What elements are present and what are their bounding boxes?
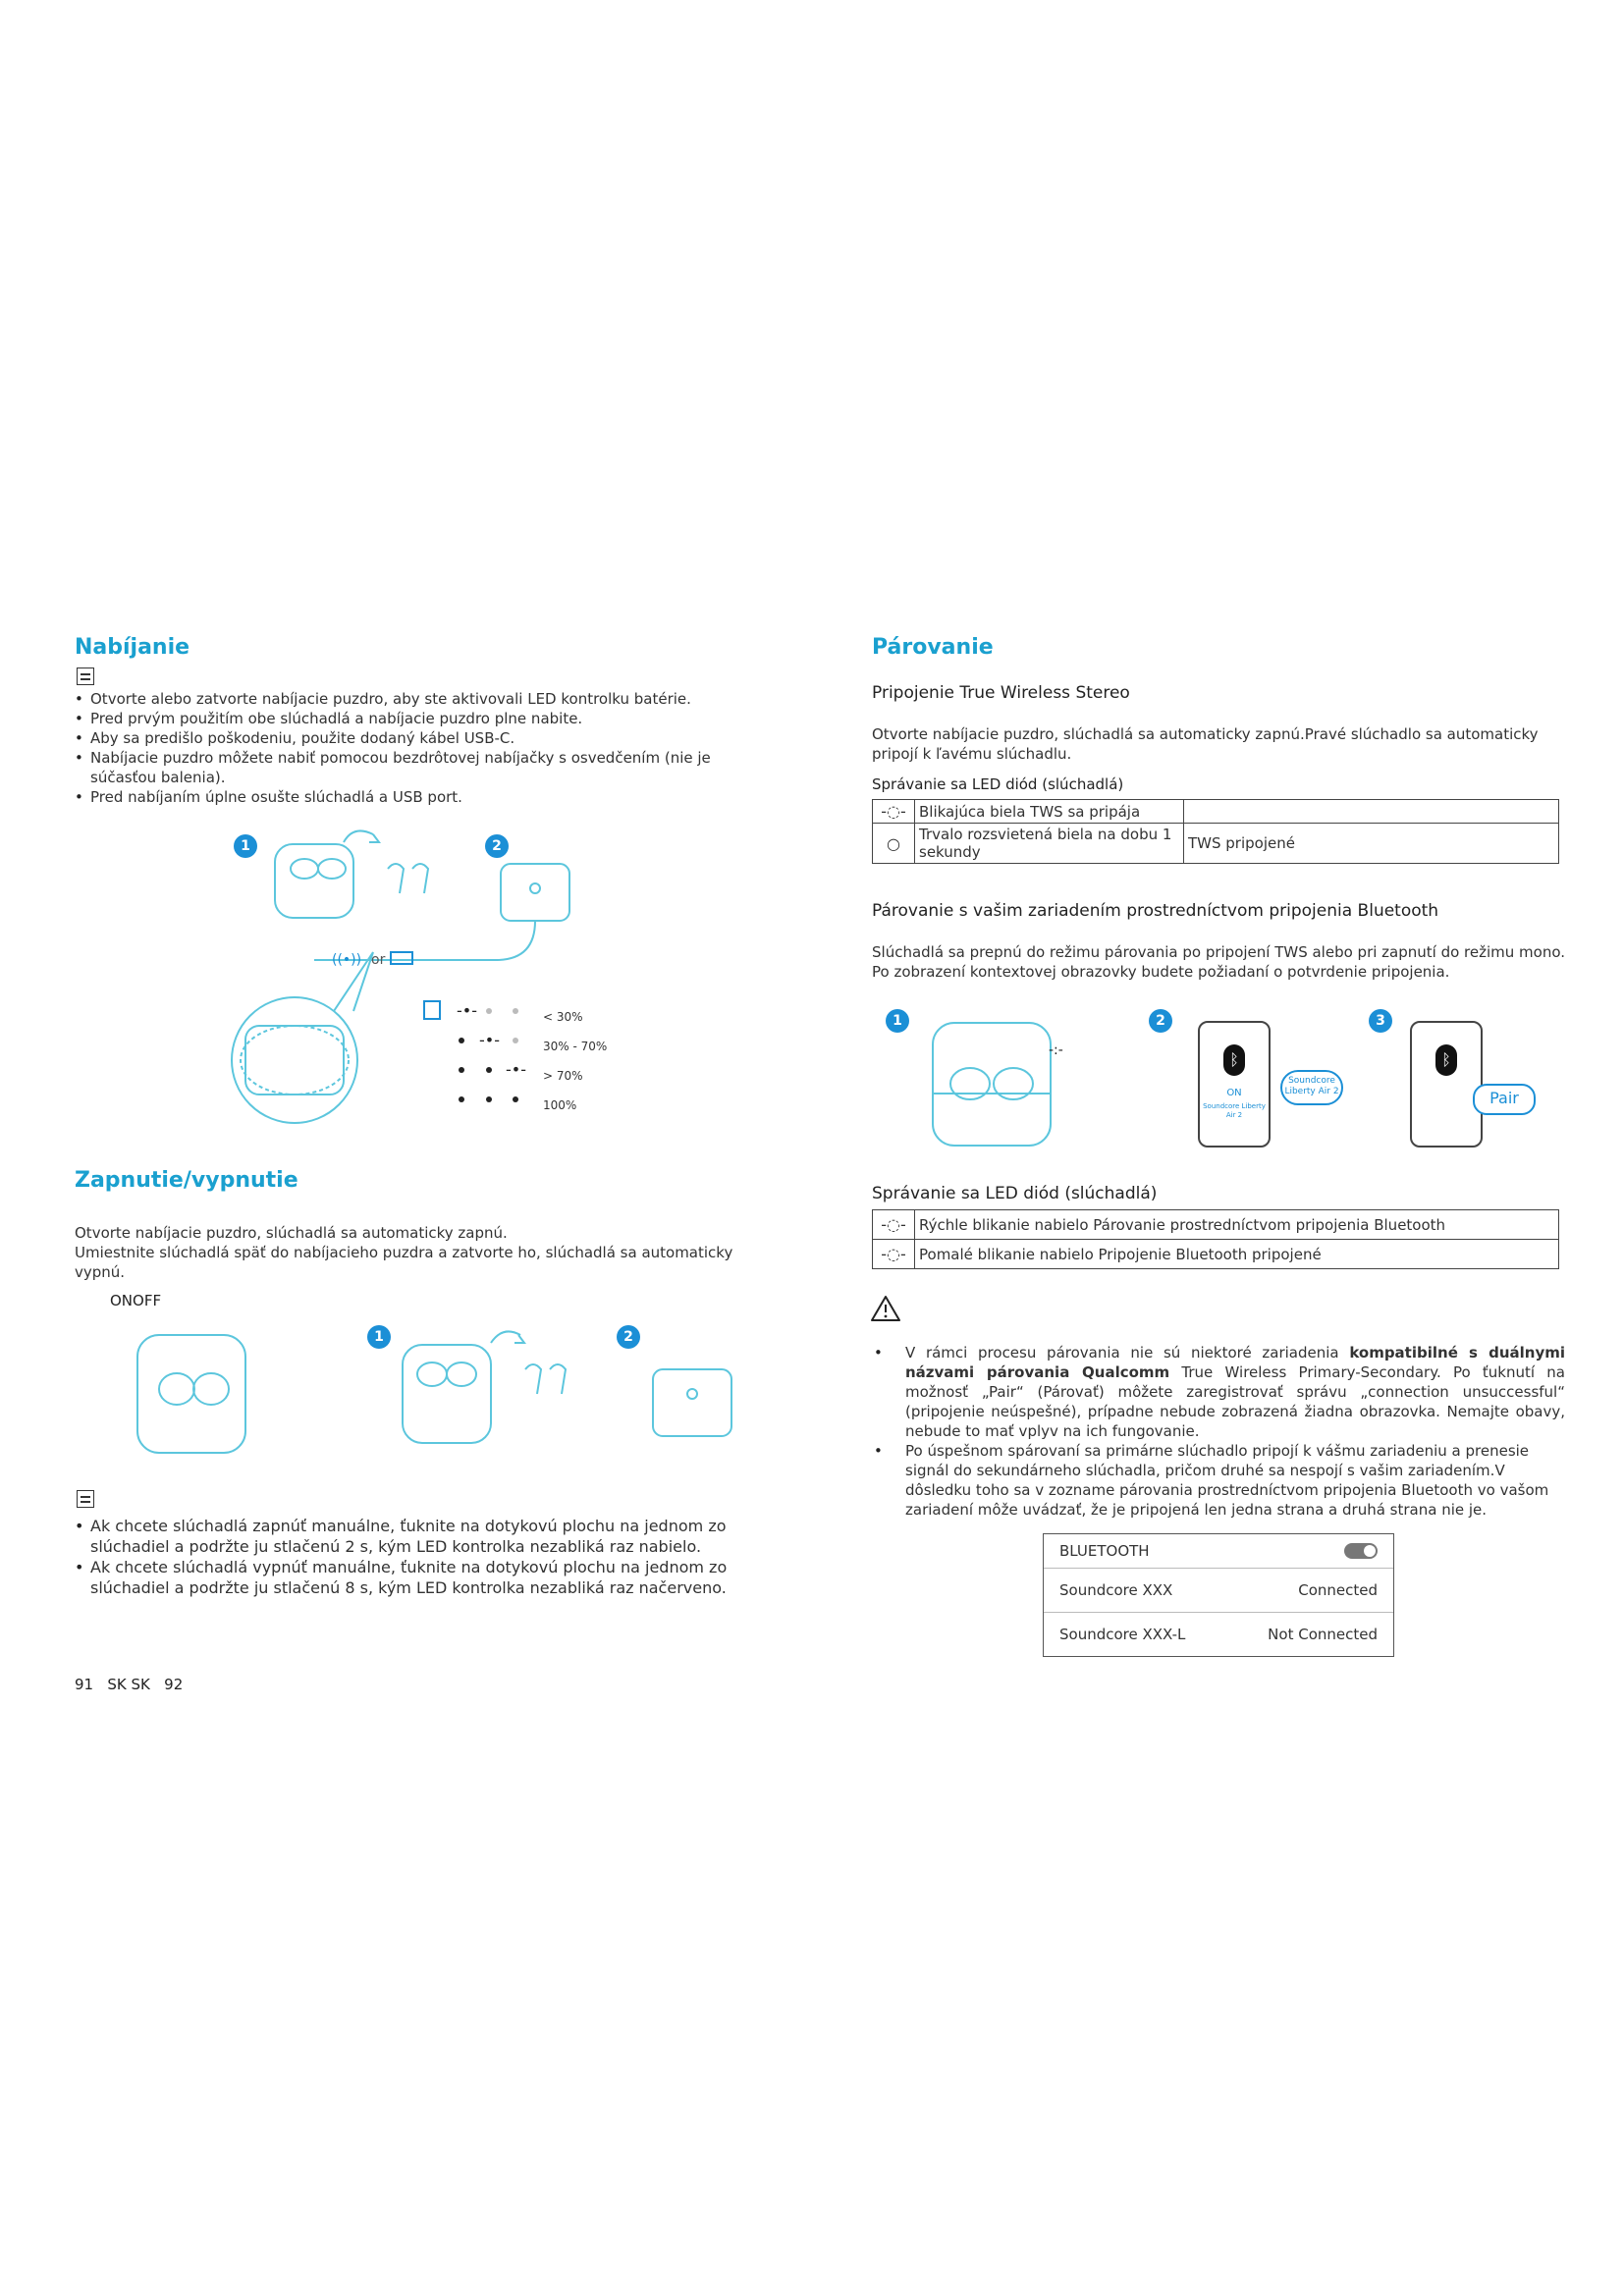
level-label: 30% - 70% (543, 1040, 608, 1053)
step-badge: 2 (617, 1325, 640, 1349)
led-table (872, 1209, 1559, 1269)
toggle-knob (1364, 1545, 1376, 1557)
case-illustration (923, 1015, 1070, 1152)
led-steady-icon: ○ (873, 824, 915, 864)
svg-text:-•-: -•- (506, 1060, 526, 1079)
device-popup[interactable]: Soundcore Liberty Air 2 (1280, 1070, 1343, 1105)
phone-screen (1410, 1021, 1483, 1148)
level-label: < 30% (543, 1010, 583, 1024)
table-row (873, 1240, 1559, 1269)
step-badge: 2 (1149, 1009, 1172, 1033)
list-item: • Aby sa predišlo poškodeniu, použite dodaný kábel USB-C. (73, 728, 740, 748)
led-table (872, 799, 1559, 864)
table-cell: Rýchle blikanie nabielo Párovanie prostredníctvom pripojenia Bluetooth (915, 1210, 1559, 1240)
tws-text: Otvorte nabíjacie puzdro, slúchadlá sa automaticky zapnú.Pravé slúchadlo sa automaticky pripojí k ľavému slúchadlu. (872, 725, 1539, 763)
bluetooth-panel (1043, 1533, 1394, 1657)
device-name: Soundcore XXX (1059, 1581, 1173, 1599)
step-badge: 3 (1369, 1009, 1392, 1033)
list-item (872, 1343, 1565, 1441)
power-bullets (73, 1516, 740, 1598)
bluetooth-header (1044, 1534, 1393, 1569)
bluetooth-icon: ᛒ (1223, 1044, 1245, 1076)
bluetooth-header-label: BLUETOOTH (1059, 1542, 1150, 1560)
device-status: Connected (1298, 1581, 1378, 1599)
tws-heading: Pripojenie True Wireless Stereo (872, 683, 1130, 703)
bluetooth-icon: ᛒ (1435, 1044, 1457, 1076)
step-badge: 1 (886, 1009, 909, 1033)
device-row[interactable] (1044, 1613, 1393, 1656)
level-label: 100% (543, 1098, 577, 1112)
led-heading: Správanie sa LED diód (slúchadlá) (872, 1184, 1158, 1203)
power-title: Zapnutie/vypnutie (75, 1168, 298, 1193)
charging-bullets (73, 689, 740, 807)
table-cell: TWS pripojené (1184, 824, 1559, 864)
led-blink-icon: -◌- (873, 1210, 915, 1240)
led-blink-icon: -◌- (873, 1240, 915, 1269)
bt-heading: Párovanie s vašim zariadením prostredníctvom pripojenia Bluetooth (872, 901, 1439, 921)
svg-text:-:-: -:- (1049, 1042, 1063, 1058)
list-item: • Pred prvým použitím obe slúchadlá a nabíjacie puzdro plne nabite. (73, 709, 740, 728)
pair-button[interactable]: Pair (1473, 1084, 1536, 1115)
table-cell: Blikajúca biela TWS sa pripája (915, 800, 1184, 824)
warning-bold: kompatibilné s duálnymi názvami párovania Qualcomm (905, 1344, 1565, 1381)
device-name: Soundcore XXX-L (1059, 1626, 1186, 1643)
step-badge: 1 (234, 834, 257, 858)
warning-bullets (872, 1343, 1565, 1520)
svg-text:-•-: -•- (479, 1031, 500, 1049)
list-item: • Ak chcete slúchadlá vypnúť manuálne, ťuknite na dotykovú plochu na jednom zo slúchadiel a podržte ju stlačenú 8 s, kým LED kontrolka nezabliká raz načerveno. (73, 1557, 740, 1598)
list-item: • Ak chcete slúchadlá zapnúť manuálne, ťuknite na dotykovú plochu na jednom zo slúchadiel a podržte ju stlačenú 2 s, kým LED kontrolka nezabliká raz nabielo. (73, 1516, 740, 1557)
charging-title: Nabíjanie (75, 635, 190, 660)
led-heading: Správanie sa LED diód (slúchadlá) (872, 775, 1124, 793)
warning-text: True Wireless Primary-Secondary. Po ťuknutí na možnosť „Pair“ (Párovať) môžete zaregistrovať správu „connection unsuccessful“ (pripojenie neúspešné), prípadne nebude zobrazená žiadna obrazovka. Nemajte obavy, nebude to mať vplyv na ich fungovanie. (905, 1363, 1566, 1440)
note-icon (77, 1490, 94, 1508)
table-cell (1184, 800, 1559, 824)
level-label: > 70% (543, 1069, 583, 1083)
power-line: Umiestnite slúchadlá späť do nabíjacieho puzdra a zatvorte ho, slúchadlá sa automaticky vypnú. (75, 1244, 733, 1281)
power-line: Otvorte nabíjacie puzdro, slúchadlá sa automaticky zapnú. (75, 1224, 508, 1242)
table-row (873, 800, 1559, 824)
power-illustration (128, 1325, 736, 1472)
led-blink-icon: -◌- (873, 800, 915, 824)
warning-text: V rámci procesu párovania nie sú niektoré zariadenia (905, 1344, 1350, 1362)
list-item: • Nabíjacie puzdro môžete nabiť pomocou bezdrôtovej nabíjačky s osvedčením (nie je súčasťou balenia). (73, 748, 740, 787)
list-item: • Otvorte alebo zatvorte nabíjacie puzdro, aby ste aktivovali LED kontrolku batérie. (73, 689, 740, 709)
table-cell: Trvalo rozsvietená biela na dobu 1 sekundy (915, 824, 1184, 864)
list-item: • Po úspešnom spárovaní sa primárne slúchadlo pripojí k vášmu zariadeniu a prenesie signál do sekundárneho slúchadla, pričom druhé sa nespojí s vašim zariadením.V dôsledku toho sa v zozname párovania prostredníctvom pripojenia Bluetooth vo vašom zariadení môže uvádzať, že je pripojená len jedna strana a druhá strana nie je. (872, 1441, 1565, 1520)
power-text (75, 1223, 782, 1282)
pairing-title: Párovanie (872, 635, 994, 660)
step-badge: 2 (485, 834, 509, 858)
phone-screen (1198, 1021, 1271, 1148)
or-label: or (371, 952, 386, 968)
bluetooth-toggle[interactable] (1344, 1543, 1378, 1559)
step-badge: 1 (367, 1325, 391, 1349)
device-status: Not Connected (1268, 1626, 1378, 1643)
device-row[interactable] (1044, 1569, 1393, 1613)
page-number: 91 SK SK 92 (75, 1676, 184, 1693)
table-row (873, 824, 1559, 864)
svg-text:((•)): ((•)) (332, 952, 362, 968)
bt-text: Slúchadlá sa prepnú do režimu párovania po pripojení TWS alebo pri zapnutí do režimu mono. Po zobrazení kontextovej obrazovky budete požiadaní o potvrdenie pripojenia. (872, 943, 1566, 981)
table-cell: Pomalé blikanie nabielo Pripojenie Bluetooth pripojené (915, 1240, 1559, 1269)
device-name: Soundcore Liberty Air 2 (1203, 1102, 1266, 1119)
list-item: • Pred nabíjaním úplne osušte slúchadlá a USB port. (73, 787, 740, 807)
warning-icon (870, 1294, 901, 1323)
svg-text:-•-: -•- (457, 1001, 477, 1020)
note-icon (77, 667, 94, 685)
toggle-on-label: ON (1226, 1088, 1242, 1098)
onoff-label: ONOFF (110, 1292, 162, 1309)
table-row (873, 1210, 1559, 1240)
